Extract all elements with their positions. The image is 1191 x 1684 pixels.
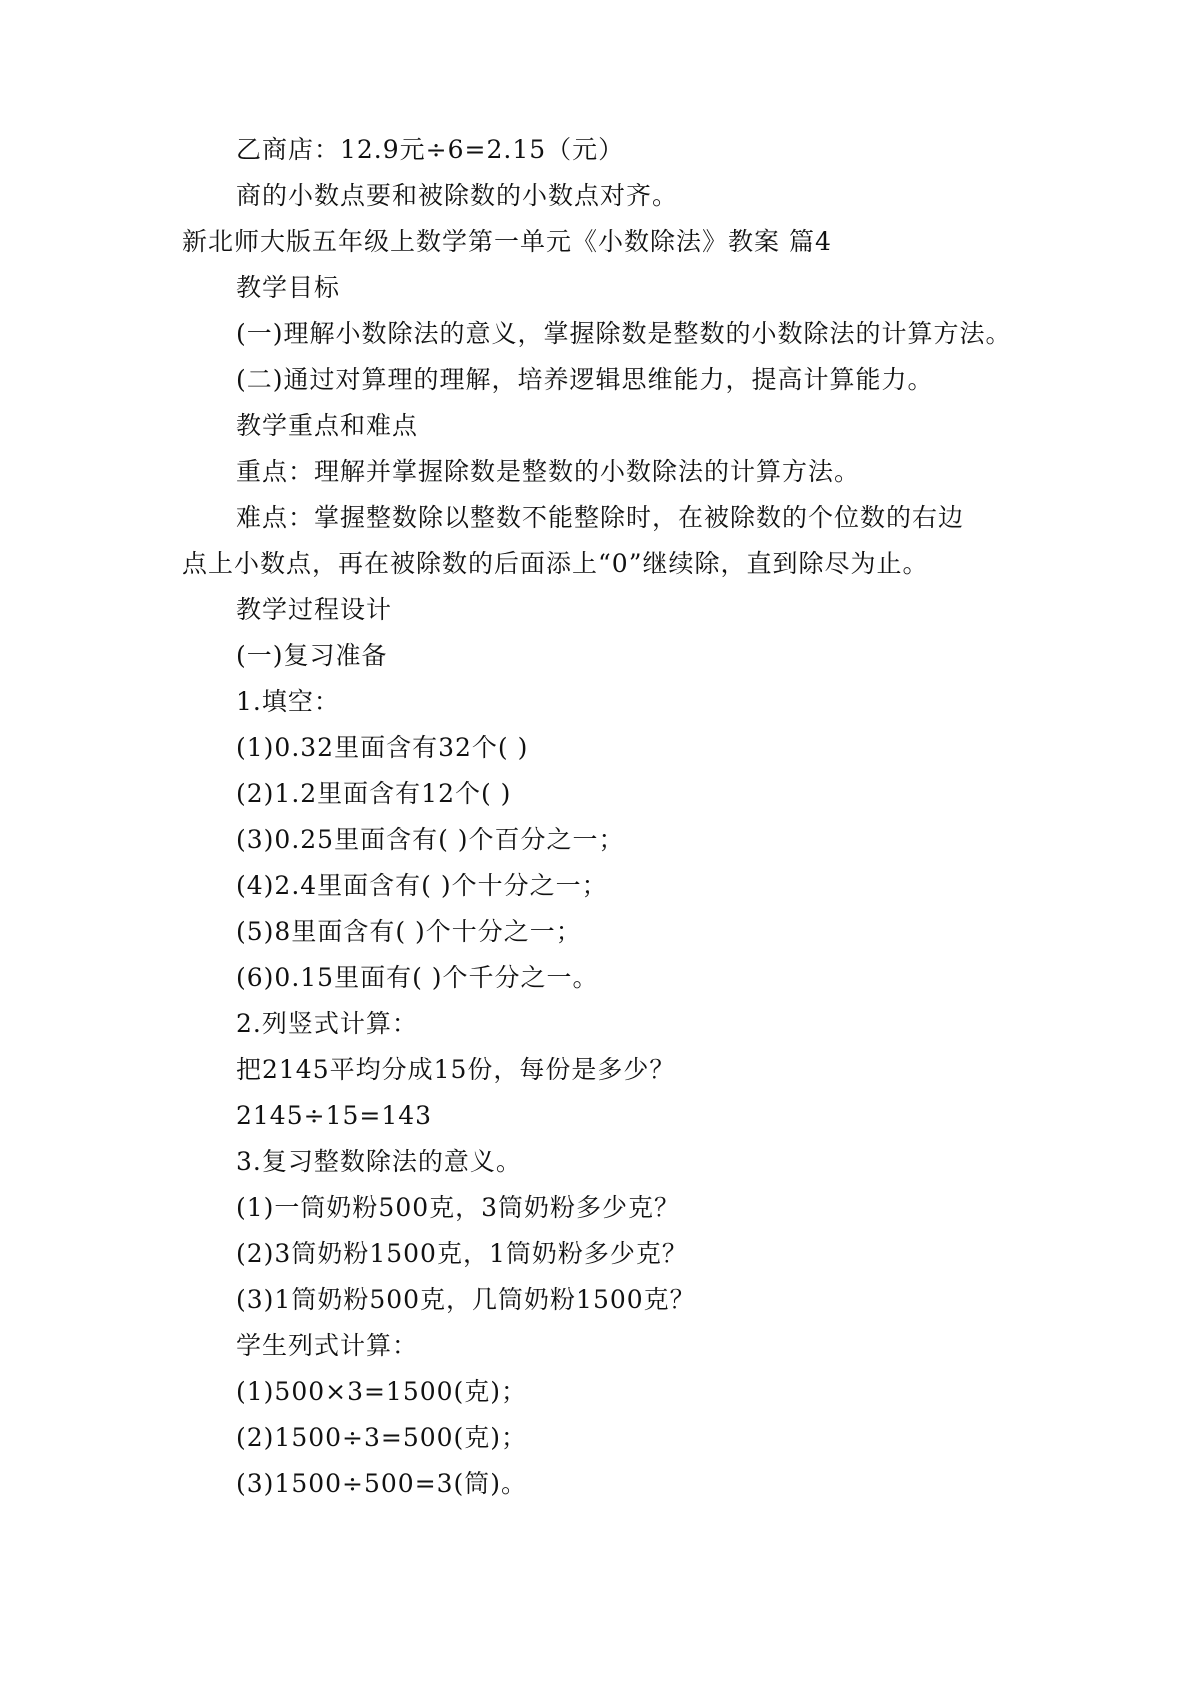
paragraph-line: (一)理解小数除法的意义，掌握除数是整数的小数除法的计算方法。 [236,319,1012,348]
paragraph-line: (2)3筒奶粉1500克，1筒奶粉多少克？ [236,1239,688,1268]
paragraph-line: (5)8里面含有( )个十分之一； [236,917,582,946]
paragraph-line: (1)一筒奶粉500克，3筒奶粉多少克？ [236,1193,681,1222]
paragraph-line: 重点：理解并掌握除数是整数的小数除法的计算方法。 [236,457,861,486]
paragraph-line: (2)1500÷3=500(克)； [236,1423,528,1452]
section-heading: 新北师大版五年级上数学第一单元《小数除法》教案 篇4 [182,227,832,256]
paragraph-line: 乙商店：12.9元÷6=2.15（元） [236,135,625,164]
paragraph-line: (1)0.32里面含有32个( ) [236,733,529,762]
paragraph-line: 难点：掌握整数除以整数不能整除时，在被除数的个位数的右边 [236,503,965,532]
paragraph-line: 3.复习整数除法的意义。 [236,1147,522,1176]
subheading-line: 教学重点和难点 [236,411,419,440]
paragraph-line: 2145÷15=143 [236,1101,433,1130]
paragraph-line: (二)通过对算理的理解，培养逻辑思维能力，提高计算能力。 [236,365,934,394]
paragraph-line: (6)0.15里面有( )个千分之一。 [236,963,599,992]
paragraph-line: (一)复习准备 [236,641,388,670]
paragraph-line: (1)500×3=1500(克)； [236,1377,528,1406]
paragraph-line: 2.列竖式计算： [236,1009,418,1038]
paragraph-line: 学生列式计算： [236,1331,419,1360]
paragraph-line: 把2145平均分成15份，每份是多少？ [236,1055,676,1084]
paragraph-line: (3)1筒奶粉500克，几筒奶粉1500克？ [236,1285,696,1314]
paragraph-line: 1.填空： [236,687,340,716]
paragraph-line: (4)2.4里面含有( )个十分之一； [236,871,608,900]
subheading-line: 教学过程设计 [236,595,393,624]
paragraph-line: 商的小数点要和被除数的小数点对齐。 [236,181,679,210]
paragraph-line: (3)1500÷500=3(筒)。 [236,1469,528,1498]
subheading-line: 教学目标 [236,273,341,302]
paragraph-line: 点上小数点，再在被除数的后面添上“0”继续除，直到除尽为止。 [182,549,929,578]
paragraph-line: (2)1.2里面含有12个( ) [236,779,512,808]
paragraph-line: (3)0.25里面含有( )个百分之一； [236,825,625,854]
